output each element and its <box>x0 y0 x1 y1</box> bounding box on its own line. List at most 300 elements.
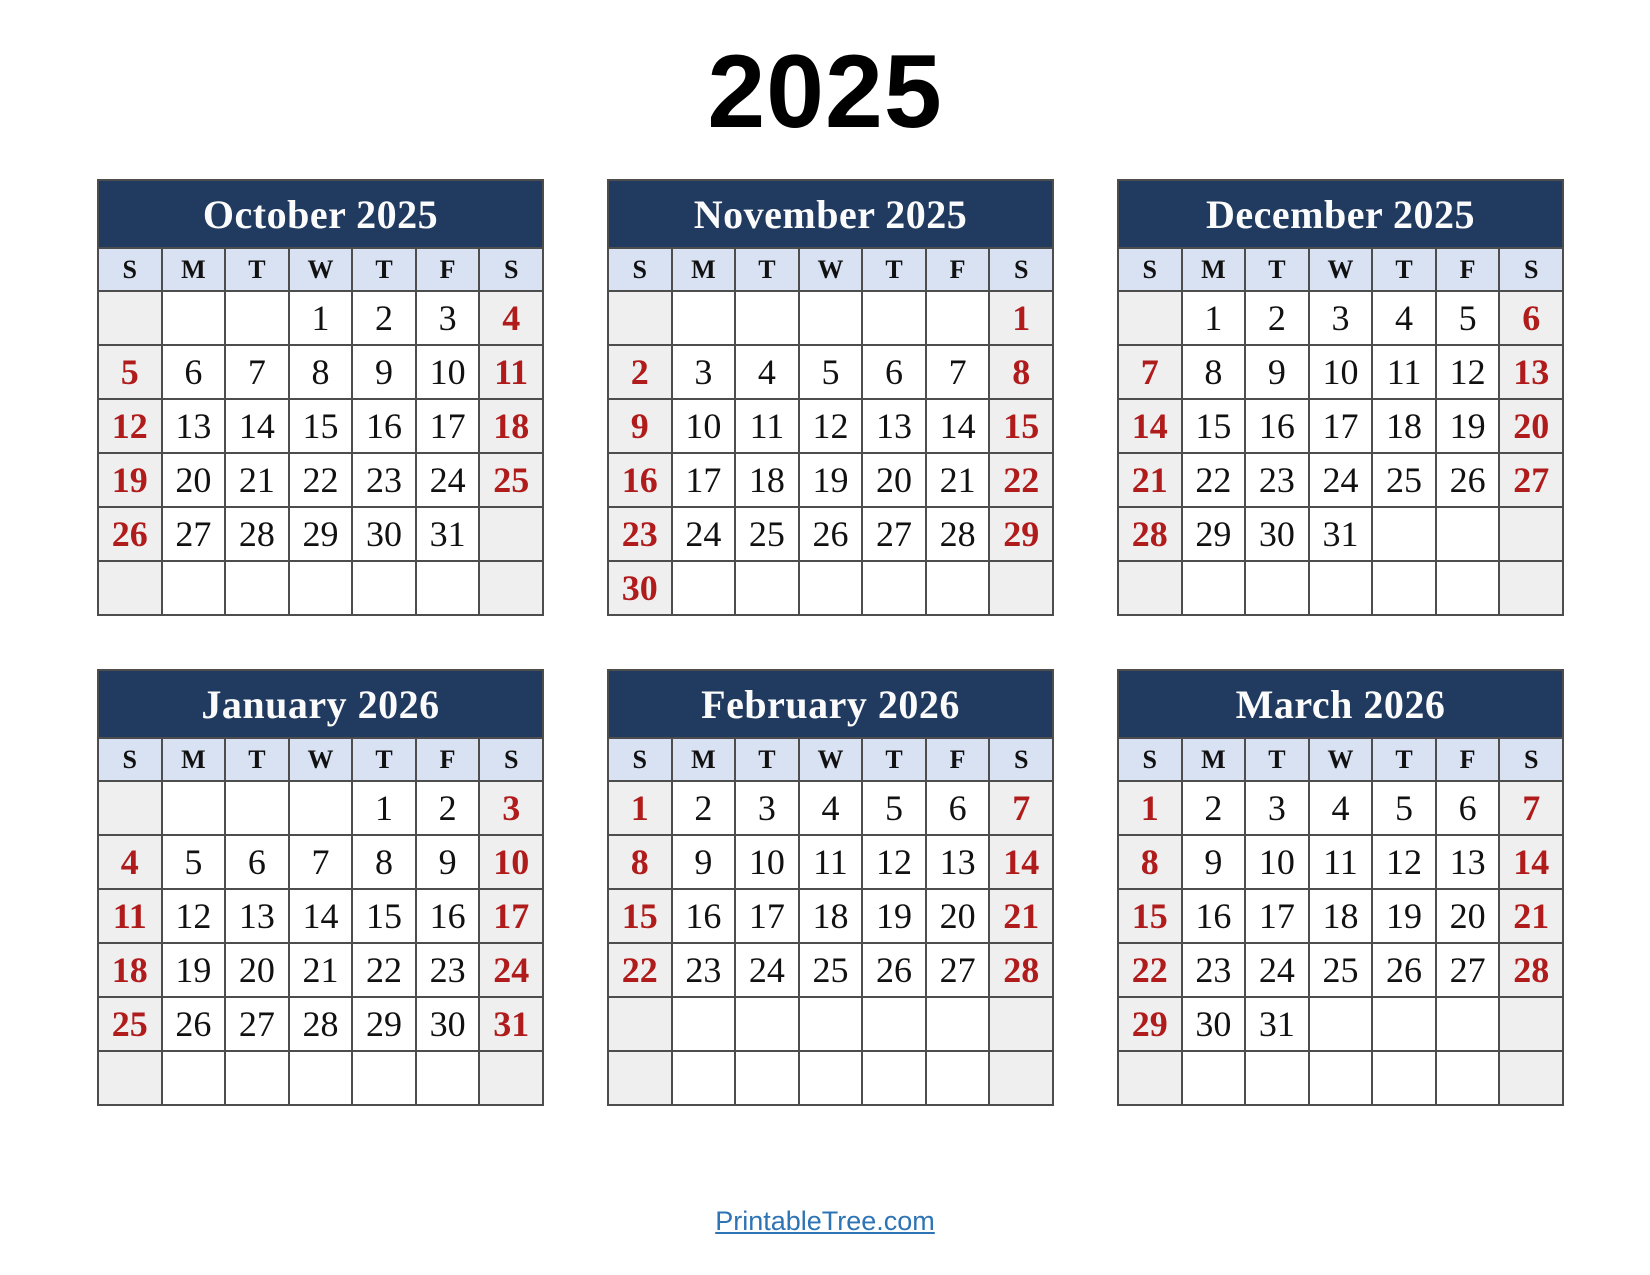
day-cell: 3 <box>672 345 736 399</box>
day-cell: 28 <box>1499 943 1563 997</box>
week-row <box>98 889 543 943</box>
month-january-2026 <box>97 669 544 1106</box>
day-cell: 25 <box>1309 943 1373 997</box>
week-row <box>1118 291 1563 345</box>
week-row <box>608 345 1053 399</box>
day-header-cell: T <box>1245 738 1309 781</box>
day-cell: 17 <box>1245 889 1309 943</box>
day-header-cell: S <box>1499 738 1563 781</box>
day-cell: 24 <box>672 507 736 561</box>
day-cell: 23 <box>672 943 736 997</box>
week-row <box>1118 835 1563 889</box>
empty-day-cell <box>799 1051 863 1105</box>
day-header-row <box>608 738 1053 781</box>
week-row <box>98 399 543 453</box>
empty-day-cell <box>989 997 1053 1051</box>
day-cell: 1 <box>352 781 416 835</box>
empty-day-cell <box>862 997 926 1051</box>
day-cell: 20 <box>1499 399 1563 453</box>
day-cell: 21 <box>1118 453 1182 507</box>
day-header-cell: T <box>862 738 926 781</box>
month-title: February 2026 <box>701 681 960 727</box>
empty-day-cell <box>479 507 543 561</box>
day-header-cell: W <box>289 738 353 781</box>
day-cell: 24 <box>1309 453 1373 507</box>
calendar-grid <box>0 179 1650 1106</box>
day-cell: 15 <box>1182 399 1246 453</box>
day-cell: 13 <box>225 889 289 943</box>
day-cell: 4 <box>1309 781 1373 835</box>
day-cell: 2 <box>1245 291 1309 345</box>
day-cell: 10 <box>416 345 480 399</box>
day-header-cell: S <box>1499 248 1563 291</box>
empty-day-cell <box>1182 561 1246 615</box>
week-row <box>98 835 543 889</box>
day-cell: 2 <box>416 781 480 835</box>
day-cell: 22 <box>989 453 1053 507</box>
day-cell: 14 <box>289 889 353 943</box>
day-cell: 24 <box>479 943 543 997</box>
day-cell: 2 <box>608 345 672 399</box>
day-cell: 13 <box>1499 345 1563 399</box>
day-cell: 26 <box>799 507 863 561</box>
day-cell: 11 <box>799 835 863 889</box>
day-cell: 17 <box>672 453 736 507</box>
empty-day-cell <box>735 561 799 615</box>
empty-day-cell <box>225 561 289 615</box>
month-title-bar <box>1117 669 1564 737</box>
day-cell: 18 <box>98 943 162 997</box>
day-cell: 12 <box>1372 835 1436 889</box>
empty-day-cell <box>672 1051 736 1105</box>
day-cell: 3 <box>1245 781 1309 835</box>
empty-day-cell <box>289 1051 353 1105</box>
day-cell: 20 <box>225 943 289 997</box>
day-header-cell: F <box>1436 738 1500 781</box>
empty-day-cell <box>926 291 990 345</box>
day-cell: 28 <box>926 507 990 561</box>
day-cell: 16 <box>416 889 480 943</box>
empty-day-cell <box>1245 561 1309 615</box>
day-cell: 8 <box>989 345 1053 399</box>
empty-day-cell <box>1118 1051 1182 1105</box>
day-cell: 15 <box>989 399 1053 453</box>
week-row <box>98 291 543 345</box>
day-cell: 3 <box>1309 291 1373 345</box>
day-header-cell: T <box>735 738 799 781</box>
week-row <box>1118 781 1563 835</box>
day-cell: 20 <box>926 889 990 943</box>
day-cell: 7 <box>926 345 990 399</box>
day-cell: 15 <box>1118 889 1182 943</box>
day-cell: 1 <box>608 781 672 835</box>
day-cell: 10 <box>672 399 736 453</box>
day-header-cell: F <box>1436 248 1500 291</box>
day-cell: 28 <box>225 507 289 561</box>
empty-day-cell <box>608 997 672 1051</box>
empty-day-cell <box>735 1051 799 1105</box>
day-cell: 27 <box>162 507 226 561</box>
empty-day-cell <box>1436 507 1500 561</box>
day-header-cell: F <box>416 738 480 781</box>
footer <box>0 1206 1650 1237</box>
day-header-cell: S <box>608 248 672 291</box>
day-cell: 31 <box>416 507 480 561</box>
week-row <box>608 889 1053 943</box>
day-header-cell: M <box>672 248 736 291</box>
day-cell: 29 <box>1118 997 1182 1051</box>
day-cell: 16 <box>1182 889 1246 943</box>
empty-day-cell <box>416 1051 480 1105</box>
month-title-bar <box>607 179 1054 247</box>
day-cell: 24 <box>735 943 799 997</box>
day-cell: 18 <box>1372 399 1436 453</box>
day-cell: 31 <box>1309 507 1373 561</box>
day-header-cell: S <box>479 248 543 291</box>
empty-day-cell <box>1309 997 1373 1051</box>
empty-day-cell <box>416 561 480 615</box>
day-cell: 8 <box>608 835 672 889</box>
day-cell: 24 <box>1245 943 1309 997</box>
empty-day-cell <box>1499 1051 1563 1105</box>
day-cell: 22 <box>1118 943 1182 997</box>
day-header-cell: W <box>289 248 353 291</box>
empty-day-cell <box>1372 507 1436 561</box>
week-row <box>98 781 543 835</box>
day-cell: 24 <box>416 453 480 507</box>
week-row <box>98 1051 543 1105</box>
week-row <box>608 997 1053 1051</box>
day-cell: 9 <box>1182 835 1246 889</box>
day-cell: 29 <box>989 507 1053 561</box>
day-cell: 23 <box>416 943 480 997</box>
day-cell: 7 <box>225 345 289 399</box>
empty-day-cell <box>1309 1051 1373 1105</box>
empty-day-cell <box>735 291 799 345</box>
day-header-row <box>1118 248 1563 291</box>
day-cell: 30 <box>1182 997 1246 1051</box>
day-cell: 15 <box>352 889 416 943</box>
day-cell: 16 <box>608 453 672 507</box>
day-cell: 29 <box>1182 507 1246 561</box>
day-cell: 21 <box>926 453 990 507</box>
empty-day-cell <box>225 291 289 345</box>
day-cell: 14 <box>1499 835 1563 889</box>
month-table <box>607 737 1054 1106</box>
day-cell: 20 <box>862 453 926 507</box>
month-title-bar <box>97 179 544 247</box>
empty-day-cell <box>989 1051 1053 1105</box>
day-cell: 23 <box>1182 943 1246 997</box>
day-cell: 5 <box>162 835 226 889</box>
day-cell: 20 <box>162 453 226 507</box>
empty-day-cell <box>1499 507 1563 561</box>
month-february-2026 <box>607 669 1054 1106</box>
day-header-row <box>1118 738 1563 781</box>
week-row <box>608 507 1053 561</box>
day-cell: 28 <box>289 997 353 1051</box>
day-header-cell: T <box>352 738 416 781</box>
week-row <box>1118 1051 1563 1105</box>
day-header-cell: F <box>416 248 480 291</box>
empty-day-cell <box>672 291 736 345</box>
day-cell: 3 <box>479 781 543 835</box>
month-title: October 2025 <box>202 191 439 237</box>
day-cell: 2 <box>1182 781 1246 835</box>
day-cell: 21 <box>225 453 289 507</box>
day-cell: 11 <box>479 345 543 399</box>
week-row <box>608 291 1053 345</box>
day-header-cell: W <box>1309 738 1373 781</box>
day-cell: 14 <box>1118 399 1182 453</box>
week-row <box>1118 889 1563 943</box>
day-cell: 15 <box>289 399 353 453</box>
empty-day-cell <box>1499 997 1563 1051</box>
day-cell: 13 <box>1436 835 1500 889</box>
month-title-bar <box>1117 179 1564 247</box>
week-row <box>98 943 543 997</box>
day-cell: 9 <box>352 345 416 399</box>
week-row <box>608 399 1053 453</box>
day-cell: 1 <box>1182 291 1246 345</box>
day-header-cell: S <box>608 738 672 781</box>
empty-day-cell <box>926 1051 990 1105</box>
footer-link[interactable]: PrintableTree.com <box>715 1206 935 1237</box>
week-row <box>98 507 543 561</box>
day-cell: 8 <box>1118 835 1182 889</box>
empty-day-cell <box>608 291 672 345</box>
day-cell: 12 <box>799 399 863 453</box>
month-december-2025 <box>1117 179 1564 616</box>
empty-day-cell <box>1436 997 1500 1051</box>
week-row <box>1118 345 1563 399</box>
empty-day-cell <box>735 997 799 1051</box>
day-cell: 10 <box>735 835 799 889</box>
day-cell: 4 <box>1372 291 1436 345</box>
day-cell: 6 <box>225 835 289 889</box>
day-cell: 10 <box>1245 835 1309 889</box>
day-cell: 9 <box>1245 345 1309 399</box>
day-header-cell: S <box>98 248 162 291</box>
day-header-row <box>608 248 1053 291</box>
week-row <box>608 561 1053 615</box>
day-header-cell: T <box>1372 248 1436 291</box>
week-row <box>1118 507 1563 561</box>
day-header-cell: F <box>926 248 990 291</box>
day-cell: 25 <box>1372 453 1436 507</box>
month-title-bar <box>607 669 1054 737</box>
week-row <box>608 781 1053 835</box>
day-cell: 16 <box>352 399 416 453</box>
week-row <box>98 345 543 399</box>
day-cell: 11 <box>735 399 799 453</box>
empty-day-cell <box>799 997 863 1051</box>
day-header-cell: T <box>225 738 289 781</box>
day-cell: 5 <box>98 345 162 399</box>
day-header-cell: S <box>479 738 543 781</box>
day-header-cell: M <box>1182 738 1246 781</box>
day-cell: 23 <box>1245 453 1309 507</box>
empty-day-cell <box>799 291 863 345</box>
empty-day-cell <box>989 561 1053 615</box>
empty-day-cell <box>1182 1051 1246 1105</box>
day-cell: 12 <box>98 399 162 453</box>
week-row <box>98 997 543 1051</box>
day-header-row <box>98 248 543 291</box>
empty-day-cell <box>225 781 289 835</box>
day-cell: 27 <box>926 943 990 997</box>
empty-day-cell <box>1118 291 1182 345</box>
empty-day-cell <box>1436 561 1500 615</box>
month-november-2025 <box>607 179 1054 616</box>
day-cell: 6 <box>926 781 990 835</box>
month-title: November 2025 <box>693 191 968 237</box>
month-table <box>97 247 544 616</box>
day-cell: 12 <box>862 835 926 889</box>
week-row <box>608 453 1053 507</box>
day-cell: 14 <box>225 399 289 453</box>
day-header-cell: T <box>225 248 289 291</box>
empty-day-cell <box>926 997 990 1051</box>
day-cell: 5 <box>1436 291 1500 345</box>
empty-day-cell <box>162 1051 226 1105</box>
day-cell: 17 <box>1309 399 1373 453</box>
empty-day-cell <box>98 781 162 835</box>
empty-day-cell <box>672 561 736 615</box>
day-cell: 3 <box>735 781 799 835</box>
day-cell: 25 <box>735 507 799 561</box>
day-header-cell: S <box>989 248 1053 291</box>
day-header-cell: T <box>1245 248 1309 291</box>
day-cell: 26 <box>98 507 162 561</box>
day-cell: 7 <box>1118 345 1182 399</box>
day-header-cell: T <box>352 248 416 291</box>
day-header-cell: M <box>1182 248 1246 291</box>
day-header-cell: T <box>735 248 799 291</box>
day-cell: 11 <box>1309 835 1373 889</box>
day-header-cell: W <box>799 248 863 291</box>
day-cell: 4 <box>799 781 863 835</box>
day-cell: 14 <box>926 399 990 453</box>
day-cell: 6 <box>1436 781 1500 835</box>
day-cell: 16 <box>672 889 736 943</box>
empty-day-cell <box>1118 561 1182 615</box>
day-cell: 31 <box>1245 997 1309 1051</box>
day-header-cell: M <box>162 248 226 291</box>
empty-day-cell <box>1372 997 1436 1051</box>
day-cell: 4 <box>479 291 543 345</box>
empty-day-cell <box>162 781 226 835</box>
day-cell: 6 <box>1499 291 1563 345</box>
day-header-cell: T <box>862 248 926 291</box>
month-table <box>1117 737 1564 1106</box>
week-row <box>1118 561 1563 615</box>
day-header-cell: F <box>926 738 990 781</box>
day-cell: 4 <box>98 835 162 889</box>
month-title: March 2026 <box>1235 681 1446 727</box>
day-cell: 19 <box>799 453 863 507</box>
year-title: 2025 <box>707 34 943 150</box>
day-cell: 18 <box>735 453 799 507</box>
day-cell: 7 <box>989 781 1053 835</box>
day-cell: 31 <box>479 997 543 1051</box>
day-cell: 30 <box>608 561 672 615</box>
week-row <box>608 1051 1053 1105</box>
day-cell: 7 <box>289 835 353 889</box>
day-cell: 13 <box>862 399 926 453</box>
week-row <box>98 561 543 615</box>
day-cell: 12 <box>1436 345 1500 399</box>
day-cell: 9 <box>608 399 672 453</box>
day-cell: 18 <box>1309 889 1373 943</box>
empty-day-cell <box>862 291 926 345</box>
day-cell: 19 <box>98 453 162 507</box>
day-header-cell: W <box>1309 248 1373 291</box>
day-cell: 22 <box>289 453 353 507</box>
day-cell: 5 <box>1372 781 1436 835</box>
empty-day-cell <box>672 997 736 1051</box>
day-cell: 11 <box>1372 345 1436 399</box>
day-cell: 21 <box>989 889 1053 943</box>
empty-day-cell <box>479 1051 543 1105</box>
week-row <box>98 453 543 507</box>
day-cell: 25 <box>479 453 543 507</box>
day-cell: 18 <box>799 889 863 943</box>
day-cell: 13 <box>926 835 990 889</box>
day-cell: 17 <box>416 399 480 453</box>
day-header-cell: S <box>1118 248 1182 291</box>
day-cell: 12 <box>162 889 226 943</box>
day-header-cell: S <box>98 738 162 781</box>
empty-day-cell <box>98 561 162 615</box>
day-cell: 22 <box>608 943 672 997</box>
month-title: December 2025 <box>1206 191 1475 237</box>
day-cell: 30 <box>352 507 416 561</box>
day-cell: 26 <box>1436 453 1500 507</box>
day-cell: 27 <box>1499 453 1563 507</box>
day-header-cell: W <box>799 738 863 781</box>
empty-day-cell <box>1309 561 1373 615</box>
day-cell: 19 <box>862 889 926 943</box>
empty-day-cell <box>1436 1051 1500 1105</box>
day-cell: 8 <box>352 835 416 889</box>
day-cell: 22 <box>352 943 416 997</box>
day-cell: 21 <box>289 943 353 997</box>
day-cell: 17 <box>735 889 799 943</box>
day-cell: 25 <box>98 997 162 1051</box>
empty-day-cell <box>98 291 162 345</box>
week-row <box>608 943 1053 997</box>
day-header-cell: M <box>672 738 736 781</box>
day-cell: 3 <box>416 291 480 345</box>
week-row <box>1118 997 1563 1051</box>
empty-day-cell <box>479 561 543 615</box>
day-cell: 21 <box>1499 889 1563 943</box>
empty-day-cell <box>1372 561 1436 615</box>
empty-day-cell <box>225 1051 289 1105</box>
day-cell: 2 <box>352 291 416 345</box>
day-cell: 25 <box>799 943 863 997</box>
day-cell: 26 <box>862 943 926 997</box>
empty-day-cell <box>862 561 926 615</box>
month-table <box>1117 247 1564 616</box>
day-cell: 4 <box>735 345 799 399</box>
day-cell: 5 <box>799 345 863 399</box>
week-row <box>1118 943 1563 997</box>
day-cell: 19 <box>162 943 226 997</box>
day-cell: 17 <box>479 889 543 943</box>
day-cell: 6 <box>162 345 226 399</box>
